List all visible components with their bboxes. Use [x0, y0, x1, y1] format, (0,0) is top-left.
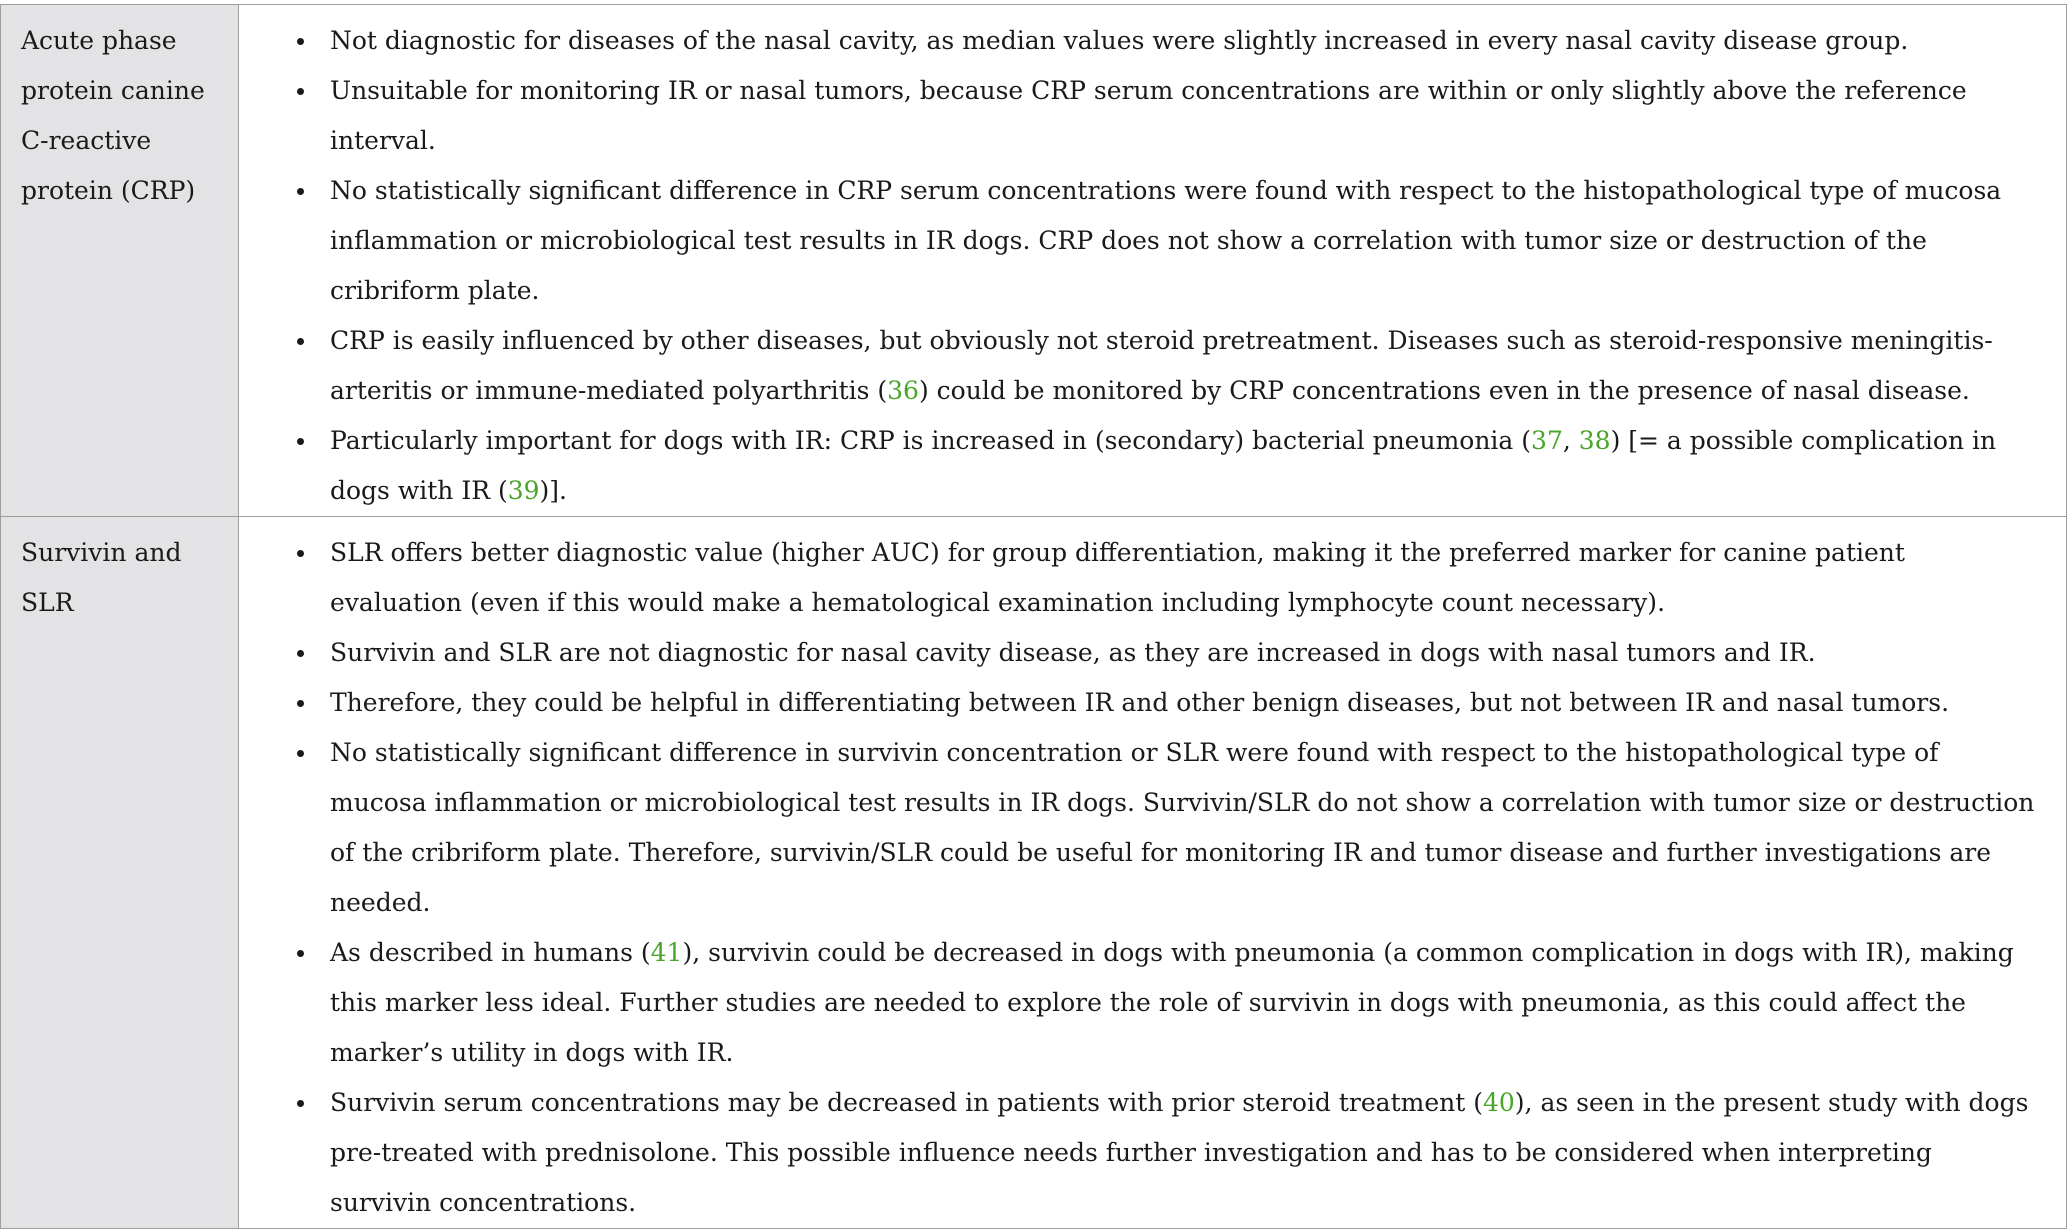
bullet-text: As described in humans (	[330, 938, 651, 967]
bullet-text: Unsuitable for monitoring IR or nasal tumors, because CRP serum concentrations are within or only slightly above the reference interval.	[330, 76, 1967, 155]
bullet-text: ), survivin could be decreased in dogs with pneumonia (a common complication in dogs with IR), making this marker less ideal. Further studies are needed to explore the role of survivin in dogs with pneumonia, as this could affect the marker’s utility in dogs with IR.	[330, 938, 2014, 1067]
bullet-item	[291, 316, 2036, 416]
bullet-text: Not diagnostic for diseases of the nasal cavity, as median values were slightly increased in every nasal cavity disease group.	[330, 26, 1909, 55]
bullet-text: ) could be monitored by CRP concentrations even in the presence of nasal disease.	[918, 376, 1970, 405]
row-label-crp: Acute phase protein canine C-reactive protein (CRP)	[1, 5, 239, 517]
bullet-item	[291, 66, 2036, 166]
bullet-text: Survivin serum concentrations may be decreased in patients with prior steroid treatment (	[330, 1088, 1483, 1117]
bullet-item	[291, 528, 2036, 628]
bullet-item	[291, 678, 2036, 728]
table-row-survivin-slr	[1, 517, 2067, 1229]
bullet-text: No statistically significant difference in survivin concentration or SLR were found with respect to the histopathological type of mucosa inflammation or microbiological test results in IR dogs. Survivin/SLR do not show a correlation with tumor size or destruction of the cribriform plate. Therefore, survivin/SLR could be useful for monitoring IR and tumor disease and further investigations are needed.	[330, 738, 2035, 917]
bullet-text: )].	[539, 476, 568, 505]
citation-link[interactable]: 38	[1578, 426, 1611, 455]
citation-link[interactable]: 36	[887, 376, 919, 405]
row-content-survivin-slr	[239, 517, 2067, 1229]
row-content-crp	[239, 5, 2067, 517]
bullet-item	[291, 16, 2036, 66]
bullet-text: ), as seen in the present study with dogs pre-treated with prednisolone. This possible influence needs further investigation and has to be considered when interpreting survivin concentrations.	[330, 1088, 2029, 1217]
citation-link[interactable]: 39	[507, 476, 540, 505]
bullet-item	[291, 1078, 2036, 1228]
bullet-item	[291, 416, 2036, 516]
bullet-item	[291, 728, 2036, 928]
table-row-crp	[1, 5, 2067, 517]
citation-link[interactable]: 37	[1531, 426, 1563, 455]
bullet-text: CRP is easily influenced by other diseases, but obviously not steroid pretreatment. Diseases such as steroid-responsive meningitis-arteritis or immune-mediated polyarthritis (	[330, 326, 1993, 405]
bullet-item	[291, 166, 2036, 316]
bullet-text: ,	[1562, 426, 1579, 455]
findings-table	[0, 4, 2067, 1229]
bullet-text: Particularly important for dogs with IR: CRP is increased in (secondary) bacterial pneumonia (	[330, 426, 1532, 455]
citation-link[interactable]: 40	[1482, 1088, 1515, 1117]
bullet-text: SLR offers better diagnostic value (higher AUC) for group differentiation, making it the preferred marker for canine patient evaluation (even if this would make a hematological examination including lymphocyte count necessary).	[330, 538, 1905, 617]
bullet-item	[291, 628, 2036, 678]
bullet-item	[291, 928, 2036, 1078]
citation-link[interactable]: 41	[650, 938, 683, 967]
bullet-text: Therefore, they could be helpful in differentiating between IR and other benign diseases, but not between IR and nasal tumors.	[330, 688, 1950, 717]
bullet-text: No statistically significant difference in CRP serum concentrations were found with respect to the histopathological type of mucosa inflammation or microbiological test results in IR dogs. CRP does not show a correlation with tumor size or destruction of the cribriform plate.	[330, 176, 2002, 305]
bullet-text: Survivin and SLR are not diagnostic for nasal cavity disease, as they are increased in dogs with nasal tumors and IR.	[330, 638, 1816, 667]
bullet-list-crp	[239, 5, 2066, 516]
row-label-survivin-slr: Survivin and SLR	[1, 517, 239, 1229]
bullet-text: ) [= a possible complication in dogs with IR (	[330, 426, 1997, 505]
bullet-list-survivin-slr	[239, 517, 2066, 1228]
